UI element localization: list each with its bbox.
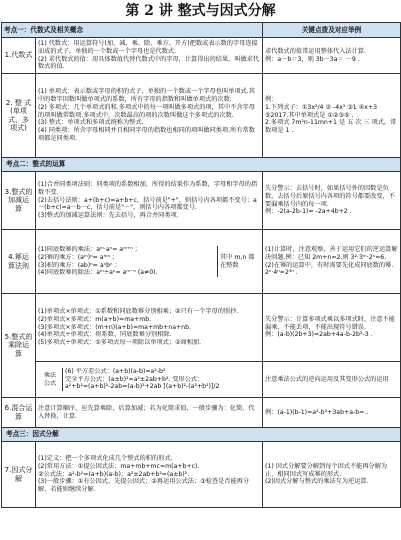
content-line: (3)一般步骤：①有公因式，先提公因式；②再运用公式法；③检查是否能再分解，若能则继续分解. [38,478,250,494]
label-line: 式、多 [8,115,29,124]
row-note [263,398,401,428]
power-rules-list [38,246,217,277]
table-header-row [2,23,401,38]
label-line: 算 [15,349,22,358]
content-line: ②公式法：a²-b²=(a+b)(a-b)；a²±2ab+b²=(a±b)². [38,470,190,478]
content-line: (3)整式的加减运算法则：先去括号，再合并同类项. [38,212,179,220]
label-line: 加减运 [8,196,29,205]
formula-list [63,368,260,391]
row-multiply-divide [2,294,401,362]
row-note [263,362,401,398]
note-line: (2)因式分解与整式的乘法互为逆运算. [265,478,369,486]
note-line: 失分警示：计算多项式乘以多项式时，注意不能漏乘，不能丢项，不能出现符号错误. [265,315,395,331]
power-rules-wrap [38,246,260,277]
formula-sublabel [38,368,63,391]
note-line: 2.多项式 7m²n-11mn+1 是 五 次 三 项式，常数项是 1 . [265,119,397,135]
note-line: 例：(a-1)(b-1)=a²-b²+3ab+a-b=.. [265,408,369,416]
content-line: (2)去括号法则：a+(b+c)=a+b+c，括号前是"+"，则括号内各项都不变号；a－(b+c)=a－b－c，括号前是"－"，则括号内各项都变号. [38,196,257,212]
row-content [36,230,263,294]
row-content [36,172,263,230]
label-line: 项式) [10,123,27,132]
content-line: (1)同底数幂的乘法：aᵐ·aⁿ= aᵐ⁺ⁿ ； [38,246,141,253]
row-note [263,74,401,158]
row-label: 6.混合运算 [2,398,36,428]
note-line: 1.下列式子：①3x²/4 ② -4x³ ③1 ④x+3 ⑤2017.其中单项式是 ①②③⑤ . [265,103,378,119]
content-line: (1) 代数式：用运算符号(加、减、乘、除、乘方、开方)把数或表示数的字母连接而成的式子，单独的一个数或一个字母也是代数式. [38,40,258,55]
row-label [2,294,36,398]
row-label [2,230,36,294]
row-label: 1.代数式 [2,38,36,74]
row-content [36,38,263,74]
power-side-note [217,246,260,277]
content-line: a²+b²=(a+b)²-2ab=(a-b)²+2ab [(a+b)²-(a²+b²)]/2 [65,383,220,391]
label-line: 3.整式的 [4,187,33,196]
row-note [263,172,401,230]
note-line: 例：a－b＝3，则 3b－3a＝ －9 . [265,55,360,63]
row-label [2,442,36,508]
row-note [263,294,401,362]
row-content [36,362,263,398]
section-title: 考点三：因式分解 [2,428,401,442]
note-line: 失分警示：去括号时，如果括号外的因数是负数，去括号后原括号内各项的符号都要改变，不要漏乘括号内的每一项. [265,185,395,208]
side-note-text: 其中 m,n 都在整数 [220,253,255,269]
header-notes: 关键点拨及对应举例 [263,23,401,38]
row-polynomial [2,74,401,158]
content-line: (2)幂的乘方：(aᵐ)ⁿ= aᵐⁿ ； [38,253,119,261]
row-note [263,442,401,508]
content-line: (2) 多项式：几个单项式的和.多项式中的每一项叫做多项式的项，其中不含字母的项叫做常数项.多项式中，次数最高的项的次数叫做这个多项式的次数. [38,103,255,119]
content-line: 注意计算顺序，应先算乘除，后算加减；若为化简求值，一般步骤为：化简，代入替换，计算. [38,404,255,420]
content-line: (1) 单项式：表示数或字母的积的式子，单独的一个数或一个字母也叫单项式.其中的数字因数叫做单项式的系数，所有字母的指数和叫做单项式的次数. [38,88,255,104]
row-content [36,442,263,508]
note-line: (1) 因式分解要分解到每个因式不能再分解为止，相同因式写成幂的形式. [265,462,388,478]
section-title: 考点二：整式的运算 [2,158,401,172]
content-line: (6) 平方差公式：(a+b)(a-b)=a²-b² [65,367,166,375]
note-line: 2ⁿ·4ⁿ=2³ⁿ . [265,269,298,277]
note-line: 例： [265,96,278,104]
page-title: 第 2 讲 整式与因式分解 [125,3,276,19]
content-line: (2) 求代数式的值：用具体数值代替代数式中的字母，计算得出的结果，叫做求代数式的值. [38,55,260,71]
label-line: 4.幂运 [8,253,29,262]
content-line: (2)常用方法：①提公因式法：ma+mb+mc=m(a+b+c). [38,462,200,470]
content-line: (2)单项式×多项式：m(a+b)=ma+mb. [38,315,152,323]
label-line: (单项 [10,107,27,116]
content-line: (1)合并同类项法则：同类项的系数相加，所得的结果作为系数，字母和字母的指数不变. [38,181,258,196]
label-line: 2. 整 式 [5,98,32,107]
label-line: 算法则 [8,261,29,270]
row-label [2,172,36,230]
label-line: 算 [15,204,22,213]
row-add-subtract [2,172,401,230]
content-line: (5)多项式÷单项式：①多项式每一项除以单项式；②商相加. [38,339,202,347]
row-multiplication-formulas [2,362,401,398]
row-content [36,74,263,158]
row-note [263,38,401,74]
label-line: 乘除运 [8,341,29,350]
content-line: (1)定义：把一个多项式化成几个整式的积的形式. [38,455,173,463]
summary-table [1,22,401,508]
row-algebraic-expression [2,38,401,74]
content-line: 完全平方公式：(a±b)²=a²±2ab+b². 变形公式： [65,375,204,383]
note-line: 例：-2(a-2b-1)= -2a+4b+2 . [265,208,352,216]
content-line: (4) 同类项：所含字母相同并且相同字母的指数也相同的项叫做同类项.所有常数项都是同类项. [38,127,255,142]
note-line: 求代数式的值常运用整体代入法计算. [265,47,366,55]
row-content [36,398,263,428]
section-row [2,428,401,442]
content-line: (3) 整式：单项式和多项式统称为整式. [38,119,144,127]
section-row [2,158,401,172]
row-label [2,74,36,158]
note-line: 例：(a-b)(2b+3)=2ab+4a-b-2b²-3 . [265,331,373,339]
content-line: (1)单项式×单项式：①系数和同底数幂分别相乘；②只有一个字母的照抄. [38,308,239,316]
row-content [36,294,263,362]
label-line: 解 [15,474,22,483]
note-line: (2)在幂的运算中，有时需要先化成同底数的幂. [265,261,394,269]
row-factorization [2,442,401,508]
label-line: 7.因式分 [4,466,33,475]
note-line: (1)计算时，注意观察，善于运用它们的逆运算解决问题.例：已知 2m+n=2,则 3²·3ᵐ·2ⁿ=6. [265,246,398,261]
content-line: (3)积的乘方：(ab)ⁿ= aⁿbⁿ ； [38,261,121,269]
content-line: (4)同底数幂的除法：aᵐ÷aⁿ= aᵐ⁻ⁿ (a≠0). [38,269,158,277]
sublabel-line: 乘法 [43,371,57,379]
label-line: 5.整式的 [4,332,33,341]
content-line: (4)单项式÷单项式：将系数、同底数幂分别相除. [38,331,172,339]
note-line: 注意乘法公式的逆向运用及其变形公式的运用 [265,375,389,383]
row-note [263,230,401,294]
content-line: (3)多项式×多项式：(m+n)(a+b)=ma+mb+na+nb. [38,323,191,331]
row-mixed-operations [2,398,401,428]
header-topic: 考点一：代数式及相关概念 [2,23,263,38]
sublabel-line: 公式 [43,379,57,387]
formula-wrap [38,368,260,391]
row-power-rules [2,230,401,294]
